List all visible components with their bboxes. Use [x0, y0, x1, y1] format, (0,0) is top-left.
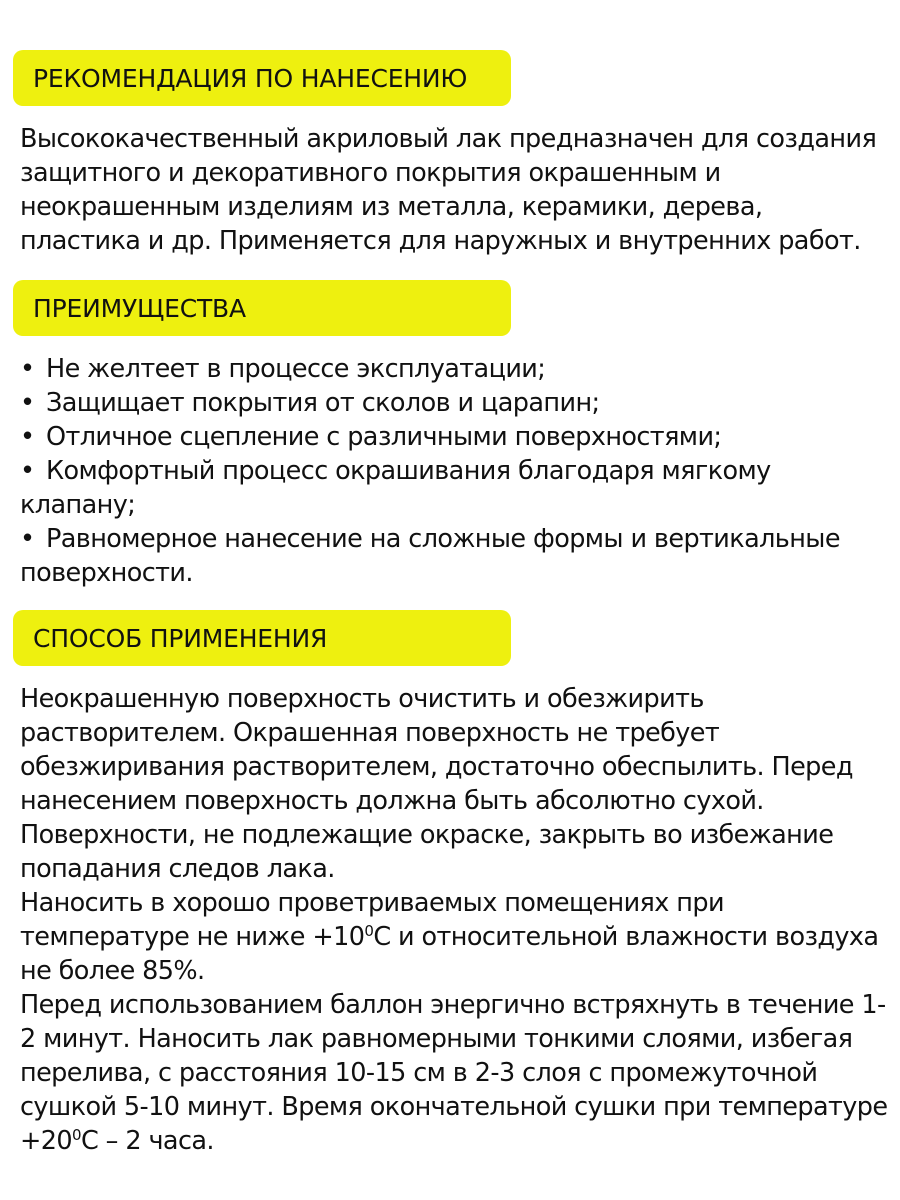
section-title-application: СПОСОБ ПРИМЕНЕНИЯ: [33, 623, 328, 653]
bullet-icon: •: [20, 422, 35, 452]
bullet-icon: •: [20, 456, 35, 486]
section-header-recommendation: [13, 50, 511, 106]
section-title-recommendation: РЕКОМЕНДАЦИЯ ПО НАНЕСЕНИЮ: [33, 63, 468, 93]
application-text-block: [20, 682, 890, 1158]
section-header-advantages: [13, 280, 511, 336]
bullet-icon: •: [20, 354, 35, 384]
recommendation-paragraph: Высококачественный акриловый лак предназначен для создания защитного и декоративного покрытия окрашенным и неокрашенным изделиям из металла, керамики, дерева, пластика и др. Применяется для наружных и внутренних работ.: [20, 124, 877, 256]
bullet-icon: •: [20, 524, 35, 554]
list-item: • Комфортный процесс окрашивания благодаря мягкому клапану;: [20, 456, 771, 520]
section-header-application: [13, 610, 511, 666]
list-item: • Равномерное нанесение на сложные формы и вертикальные поверхности.: [20, 524, 840, 588]
list-item: • Защищает покрытия от сколов и царапин;: [20, 388, 600, 418]
section-title-advantages: ПРЕИМУЩЕСТВА: [33, 293, 246, 323]
list-item: • Отличное сцепление с различными поверхностями;: [20, 422, 722, 452]
application-paragraph-1: Неокрашенную поверхность очистить и обезжирить растворителем. Окрашенная поверхность не требует обезжиривания растворителем, достаточно обеспылить. Перед нанесением поверхность должна быть абсолютно сухой. Поверхности, не подлежащие окраске, закрыть во избежание попадания следов лака.: [20, 684, 853, 884]
bullet-icon: •: [20, 388, 35, 418]
application-paragraph-2: Наносить в хорошо проветриваемых помещениях при температуре не ниже $+10^0С$ и относительной влажности воздуха не более 85%.: [20, 888, 879, 986]
recommendation-text-block: [20, 122, 890, 258]
advantages-list: [20, 352, 890, 590]
application-paragraph-3: Перед использованием баллон энергично встряхнуть в течение 1-2 минут. Наносить лак равномерными тонкими слоями, избегая перелива, с расстояния 10-15 см в 2-3 слоя с промежуточной сушкой 5-10 минут. Время окончательной сушки при температуре $+20^0С - 2$ часа.: [20, 990, 888, 1156]
list-item: • Не желтеет в процессе эксплуатации;: [20, 354, 546, 384]
